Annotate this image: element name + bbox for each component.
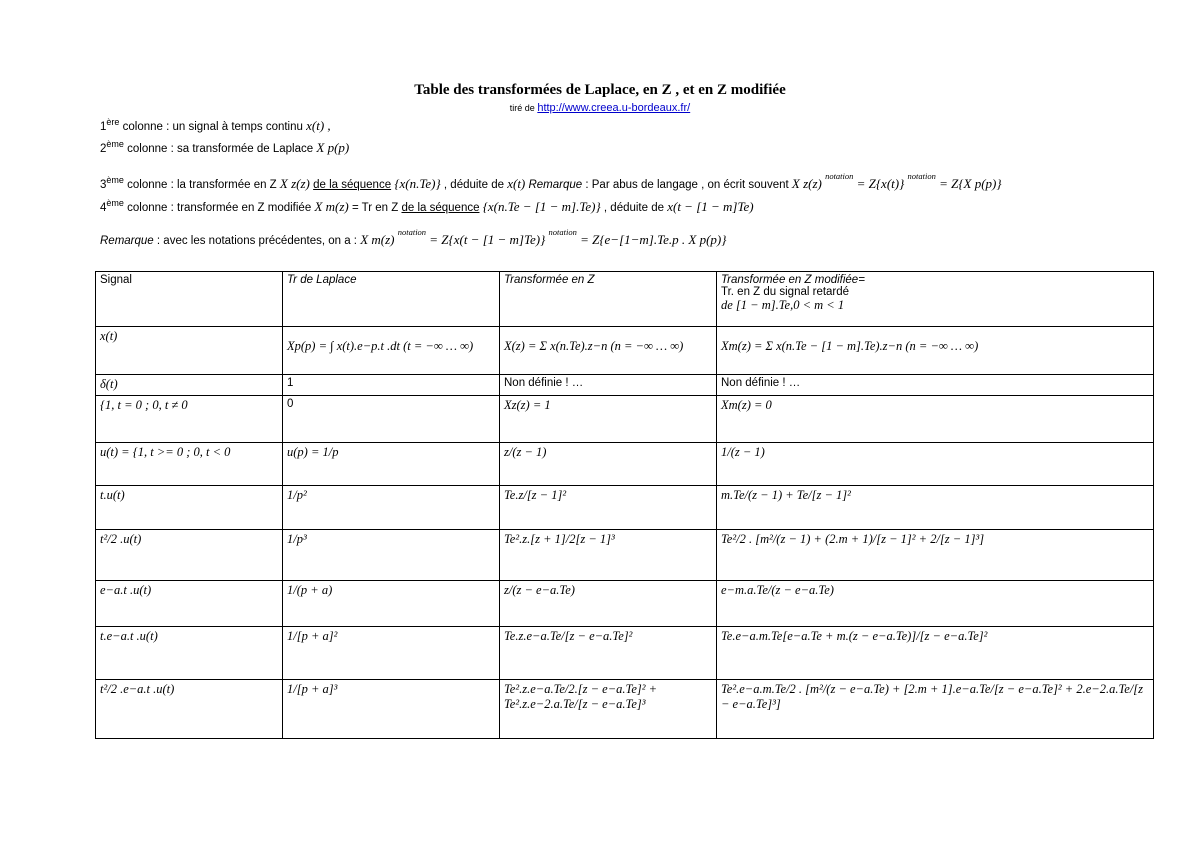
cell-z: Xz(z) = 1 <box>500 396 717 443</box>
cell-zmod: Xm(z) = Σ x(n.Te − [1 − m].Te).z−n (n = −∞ … ∞) <box>717 327 1154 375</box>
cell-signal: e−a.t .u(t) <box>96 581 283 627</box>
line4-num: 4 <box>100 202 107 214</box>
line4-link: de la séquence <box>401 202 480 214</box>
line4-math2: {x(n.Te − [1 − m].Te)} <box>482 199 601 214</box>
line1-math: x(t) , <box>306 118 331 133</box>
line1-sup: ère <box>106 117 120 128</box>
line3-remark-text: : Par abus de langage , on écrit souvent <box>585 179 789 191</box>
line1-text: colonne : un signal à temps continu <box>122 121 303 133</box>
line4-math1: X m(z) <box>314 199 349 214</box>
line5-text: : avec les notations précédentes, on a : <box>156 235 358 247</box>
document-title: Table des transformées de Laplace, en Z , et en Z modifiée <box>414 82 786 98</box>
line3-link: de la séquence <box>313 179 392 191</box>
line5-notation-2: notation <box>548 227 577 237</box>
source-link[interactable]: http://www.creea.u-bordeaux.fr/ <box>537 102 691 114</box>
cell-laplace: 1/[p + a]³ <box>283 680 500 739</box>
line4-text3: , déduite de <box>603 202 665 214</box>
line2-math: X p(p) <box>316 140 350 155</box>
cell-z: Te.z.e−a.Te/[z − e−a.Te]² <box>500 627 717 680</box>
intro-line-3 <box>100 171 1002 192</box>
line3-math1: X z(z) <box>279 176 310 191</box>
table-row <box>96 396 1154 443</box>
cell-signal: x(t) <box>96 327 283 375</box>
transform-table <box>95 271 1154 739</box>
line3-sup: ème <box>106 175 124 186</box>
line3-math4: X z(z) <box>791 176 822 191</box>
line3-math3: x(t) <box>507 176 526 191</box>
line4-sup: ème <box>106 198 124 209</box>
line2-num: 2 <box>100 143 107 155</box>
source-prefix: tiré de <box>509 103 535 113</box>
line3-remark-label: Remarque <box>528 179 583 191</box>
cell-z: z/(z − 1) <box>500 443 717 486</box>
header-zmod-line3: de [1 − m].Te,0 < m < 1 <box>721 298 845 312</box>
table-row <box>96 486 1154 530</box>
cell-laplace: 1/(p + a) <box>283 581 500 627</box>
line5-math3: = Z{e−[1−m].Te.p . X p(p)} <box>580 232 727 247</box>
cell-laplace: 0 <box>283 396 500 443</box>
header-signal: Signal <box>96 272 283 327</box>
table-row <box>96 627 1154 680</box>
cell-zmod: 1/(z − 1) <box>717 443 1154 486</box>
cell-laplace: Xp(p) = ∫ x(t).e−p.t .dt (t = −∞ … ∞) <box>283 327 500 375</box>
intro-line-5 <box>100 227 727 248</box>
cell-zmod: e−m.a.Te/(z − e−a.Te) <box>717 581 1154 627</box>
cell-zmod: Te².e−a.m.Te/2 . [m²/(z − e−a.Te) + [2.m + 1].e−a.Te/[z − e−a.Te]² + 2.e−2.a.Te/[z − e−a.Te]³] <box>717 680 1154 739</box>
header-zmod-line2: Tr. en Z du signal retardé <box>721 286 850 298</box>
cell-laplace: 1/[p + a]² <box>283 627 500 680</box>
cell-signal: t²/2 .e−a.t .u(t) <box>96 680 283 739</box>
line5-notation-1: notation <box>397 227 427 237</box>
cell-z: Non définie ! … <box>500 375 717 396</box>
intro-line-2 <box>100 140 349 156</box>
table-row <box>96 680 1154 739</box>
table-row <box>96 530 1154 581</box>
cell-laplace: 1 <box>283 375 500 396</box>
line2-sup: ème <box>106 139 124 150</box>
line1-num: 1 <box>100 121 107 133</box>
cell-zmod: Te²/2 . [m²/(z − 1) + (2.m + 1)/[z − 1]² + 2/[z − 1]³] <box>717 530 1154 581</box>
cell-laplace: 1/p³ <box>283 530 500 581</box>
cell-zmod: Te.e−a.m.Te[e−a.Te + m.(z − e−a.Te)]/[z − e−a.Te]² <box>717 627 1154 680</box>
table-row <box>96 375 1154 396</box>
line3-num: 3 <box>100 179 107 191</box>
table-row <box>96 581 1154 627</box>
cell-z: Te.z/[z − 1]² <box>500 486 717 530</box>
table-row <box>96 327 1154 375</box>
line4-text2: = Tr en Z <box>351 202 399 214</box>
cell-laplace: 1/p² <box>283 486 500 530</box>
line3-math2: {x(n.Te)} <box>394 176 441 191</box>
cell-z: Te².z.e−a.Te/2.[z − e−a.Te]² + Te².z.e−2.a.Te/[z − e−a.Te]³ <box>500 680 717 739</box>
cell-signal: t.e−a.t .u(t) <box>96 627 283 680</box>
line3-math6: = Z{X p(p)} <box>939 176 1002 191</box>
cell-laplace: u(p) = 1/p <box>283 443 500 486</box>
cell-signal: δ(t) <box>96 375 283 396</box>
line3-text2: , déduite de <box>443 179 505 191</box>
cell-z: Te².z.[z + 1]/2[z − 1]³ <box>500 530 717 581</box>
cell-signal: {1, t = 0 ; 0, t ≠ 0 <box>96 396 283 443</box>
line5-math2: = Z{x(t − [1 − m]Te)} <box>429 232 546 247</box>
line4-math3: x(t − [1 − m]Te) <box>667 199 754 214</box>
line5-label: Remarque <box>100 235 154 247</box>
line3-notation-2: notation <box>907 171 936 181</box>
header-laplace: Tr de Laplace <box>283 272 500 327</box>
line3-text: colonne : la transformée en Z <box>127 179 277 191</box>
intro-line-1 <box>100 118 331 134</box>
table-row <box>96 443 1154 486</box>
line4-text: colonne : transformée en Z modifiée <box>127 202 312 214</box>
line2-text: colonne : sa transformée de Laplace <box>127 143 314 155</box>
cell-z: z/(z − e−a.Te) <box>500 581 717 627</box>
intro-line-4 <box>100 199 754 215</box>
cell-zmod: Xm(z) = 0 <box>717 396 1154 443</box>
header-z: Transformée en Z <box>500 272 717 327</box>
cell-signal: t²/2 .u(t) <box>96 530 283 581</box>
cell-signal: u(t) = {1, t >= 0 ; 0, t < 0 <box>96 443 283 486</box>
cell-zmod: m.Te/(z − 1) + Te/[z − 1]² <box>717 486 1154 530</box>
cell-z: X(z) = Σ x(n.Te).z−n (n = −∞ … ∞) <box>500 327 717 375</box>
header-zmod <box>717 272 1154 327</box>
source-line <box>0 102 1200 114</box>
header-zmod-line1: Transformée en Z modifiée= <box>721 274 865 286</box>
line3-math5: = Z{x(t)} <box>856 176 905 191</box>
line5-math1: X m(z) <box>360 232 395 247</box>
cell-zmod: Non définie ! … <box>717 375 1154 396</box>
cell-signal: t.u(t) <box>96 486 283 530</box>
line3-notation-1: notation <box>825 171 854 181</box>
table-header-row <box>96 272 1154 327</box>
